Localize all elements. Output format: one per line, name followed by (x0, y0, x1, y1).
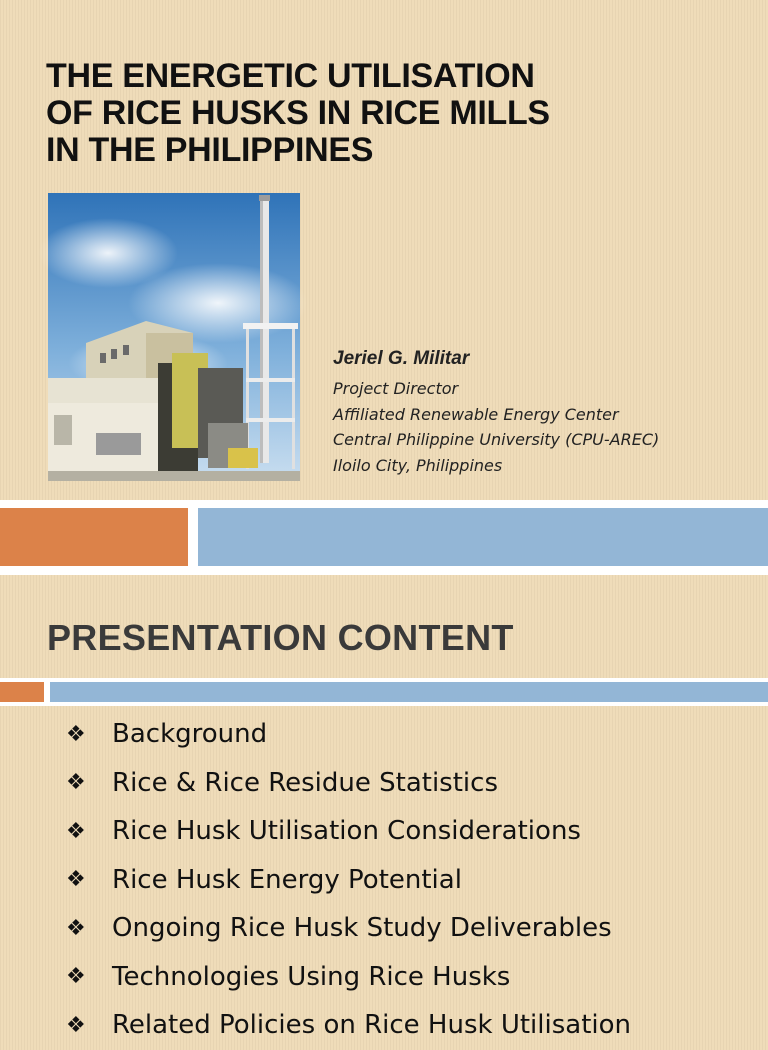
contents-slide (0, 575, 768, 1041)
blue-heading-bar (50, 682, 768, 702)
orange-accent-bar (0, 508, 188, 566)
heading-rule-bottom (0, 702, 768, 706)
list-item (66, 856, 631, 905)
diamond-bullet-icon: ❖ (66, 770, 86, 796)
diamond-bullet-icon: ❖ (66, 915, 86, 941)
presentation-title (46, 58, 550, 169)
title-slide (0, 0, 768, 500)
slide-separator (0, 566, 768, 575)
list-item-text: Ongoing Rice Husk Study Deliverables (112, 913, 612, 944)
orange-heading-bar (0, 682, 44, 702)
author-university: Central Philippine University (CPU-AREC) (333, 430, 660, 449)
list-item-text: Related Policies on Rice Husk Utilisation (112, 1010, 632, 1041)
diamond-bullet-icon: ❖ (66, 867, 86, 893)
blue-accent-bar (198, 508, 768, 566)
list-item-text: Rice & Rice Residue Statistics (112, 767, 498, 798)
power-plant-photo (48, 193, 300, 481)
title-line: THE ENERGETIC UTILISATION (46, 57, 535, 95)
list-item (66, 904, 631, 953)
list-item (66, 953, 631, 1002)
list-item (66, 807, 631, 856)
bar-divider (188, 508, 198, 566)
title-line: OF RICE HUSKS IN RICE MILLS (46, 94, 550, 132)
diamond-bullet-icon: ❖ (66, 818, 86, 844)
author-title: Project Director (333, 379, 459, 398)
diamond-bullet-icon: ❖ (66, 1012, 86, 1038)
slide-heading: PRESENTATION CONTENT (47, 617, 514, 658)
list-item-text: Rice Husk Utilisation Considerations (112, 816, 581, 847)
author-block (333, 348, 659, 478)
author-name: Jeriel G. Militar (333, 348, 470, 369)
list-item-text: Technologies Using Rice Husks (112, 961, 511, 992)
contents-list (66, 710, 631, 1050)
list-item (66, 710, 631, 759)
diamond-bullet-icon: ❖ (66, 721, 86, 747)
list-item (66, 759, 631, 808)
diamond-bullet-icon: ❖ (66, 964, 86, 990)
slide-separator (0, 500, 768, 508)
title-line: IN THE PHILIPPINES (46, 131, 374, 169)
list-item (66, 1001, 631, 1050)
author-location: Iloilo City, Philippines (333, 455, 503, 475)
list-item-text: Rice Husk Energy Potential (112, 864, 462, 895)
author-organization: Affiliated Renewable Energy Center (333, 404, 619, 424)
list-item-text: Background (112, 719, 268, 750)
